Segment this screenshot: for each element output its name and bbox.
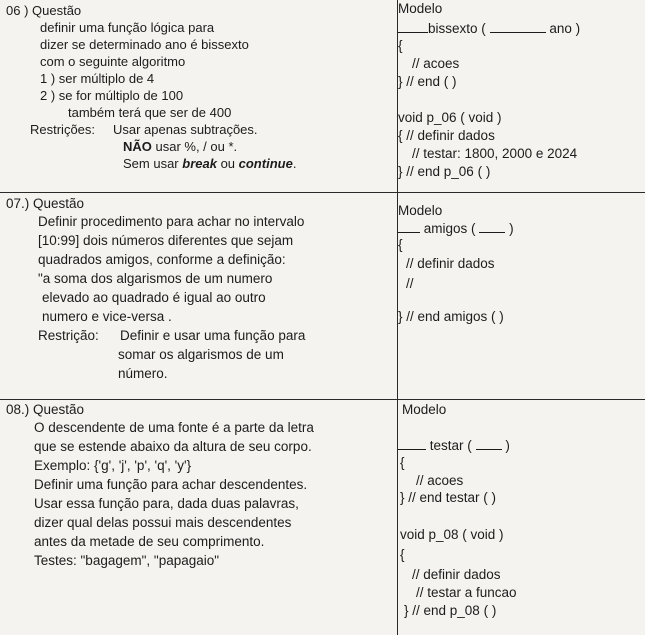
q07-param-blank <box>479 220 505 233</box>
q06-restriction-3 <box>123 156 296 172</box>
q06-model-line-6: } // end p_06 ( ) <box>398 164 491 179</box>
q07-model-line-2: // definir dados <box>406 256 495 271</box>
divider-vertical-3 <box>397 399 398 635</box>
q07-restriction-label: Restrição: <box>38 328 99 343</box>
q06-model-title: Modelo <box>398 1 443 16</box>
q07-model-line-1: { <box>398 237 403 252</box>
q08-line-2: que se estende abaixo da altura de seu corpo. <box>34 439 312 454</box>
q08-line-5: Usar essa função para, dada duas palavras, <box>34 496 299 511</box>
q08-model-line-4: { <box>400 547 405 562</box>
q06-model-line-4: { // definir dados <box>398 128 495 143</box>
q08-model-line-6: // testar a funcao <box>416 585 517 600</box>
q06-r3-break: break <box>182 156 217 171</box>
q08-function-name: testar ( <box>429 438 472 453</box>
q06-restriction-2 <box>123 139 237 155</box>
q06-header: 06 ) Questão <box>6 3 82 18</box>
q06-line-5: 2 ) se for múltiplo de 100 <box>40 88 184 103</box>
q07-function-name: amigos ( <box>423 221 476 236</box>
q06-model-line-5: // testar: 1800, 2000 e 2024 <box>412 146 578 161</box>
q08-model-signature <box>398 437 510 454</box>
q06-param-type-blank <box>490 20 546 33</box>
q07-model-signature <box>398 220 514 237</box>
q06-model-signature <box>398 20 580 37</box>
q08-model-line-5: // definir dados <box>412 567 501 582</box>
q06-line-6: também terá que ser de 400 <box>68 105 232 120</box>
q06-return-type-blank <box>398 20 428 33</box>
q06-restriction-1: Usar apenas subtrações. <box>113 122 258 137</box>
q07-model-line-4: } // end amigos ( ) <box>398 309 504 324</box>
divider-top-06-07 <box>0 192 645 193</box>
q08-line-6: dizer qual delas possui mais descendentes <box>34 515 292 530</box>
q08-line-7: antes da metade de seu comprimento. <box>34 534 265 549</box>
q06-r3-c: ou <box>216 156 239 171</box>
q07-restriction-3: número. <box>118 366 168 381</box>
q07-line-1: Definir procedimento para achar no intervalo <box>38 214 305 229</box>
q06-r3-continue: continue <box>238 156 293 171</box>
q06-r3-e: . <box>292 156 297 171</box>
q06-line-3: com o seguinte algoritmo <box>40 54 186 69</box>
q06-line-2: dizer se determinado ano é bissexto <box>40 37 249 52</box>
q08-model-line-3: } // end testar ( ) <box>400 490 497 505</box>
q07-return-type-blank <box>398 220 420 233</box>
q07-restriction-2: somar os algarismos de um <box>118 347 284 362</box>
q07-header: 07.) Questão <box>6 196 85 211</box>
q08-model-line-1: { <box>400 455 405 470</box>
q06-line-4: 1 ) ser múltiplo de 4 <box>40 71 155 86</box>
q07-line-3: quadrados amigos, conforme a definição: <box>38 252 286 267</box>
q06-r3-a: Sem usar <box>123 156 183 171</box>
q06-nao-bold: NÃO <box>123 139 152 154</box>
q06-model-line-3: } // end ( ) <box>398 74 457 89</box>
q08-header: 08.) Questão <box>6 402 85 417</box>
q08-line-8: Testes: "bagagem", "papagaio" <box>34 553 220 568</box>
q07-model-title: Modelo <box>398 203 443 218</box>
q06-restriction-2-rest: usar %, / ou *. <box>151 139 238 154</box>
q08-line-3: Exemplo: {'g', 'j', 'p', 'q', 'y'} <box>34 458 192 473</box>
q07-close-paren: ) <box>509 221 514 236</box>
q07-line-5: elevado ao quadrado é igual ao outro <box>42 290 266 305</box>
q07-line-2: [10:99] dois números diferentes que sejam <box>38 233 294 248</box>
divider-top-07-08 <box>0 399 645 400</box>
q07-line-4: "a soma dos algarismos de um numero <box>38 271 273 286</box>
q08-line-1: O descendente de uma fonte é a parte da letra <box>34 420 314 435</box>
q08-close-paren: ) <box>505 438 510 453</box>
q07-restriction-1: Definir e usar uma função para <box>120 328 306 343</box>
q08-model-line-7: } // end p_08 ( ) <box>404 603 497 618</box>
q06-restrictions-label: Restrições: <box>30 122 96 137</box>
q06-model-line-2: // acoes <box>412 56 460 71</box>
q06-param-name: ano ) <box>549 21 581 36</box>
q08-param-blank <box>476 437 502 450</box>
q08-model-line-2: // acoes <box>416 473 464 488</box>
q08-line-4: Definir uma função para achar descendentes. <box>34 477 308 492</box>
q08-model-void: void p_08 ( void ) <box>400 527 504 542</box>
q06-model-line-1: { <box>398 38 403 53</box>
q07-line-6: numero e vice-versa . <box>42 309 172 324</box>
q06-line-1: definir uma função lógica para <box>40 20 215 35</box>
q07-model-line-3: // <box>406 276 414 291</box>
q06-function-name: bissexto ( <box>428 21 486 36</box>
q08-return-type-blank <box>398 437 426 450</box>
q06-model-void: void p_06 ( void ) <box>398 110 502 125</box>
q08-model-title: Modelo <box>402 402 447 417</box>
